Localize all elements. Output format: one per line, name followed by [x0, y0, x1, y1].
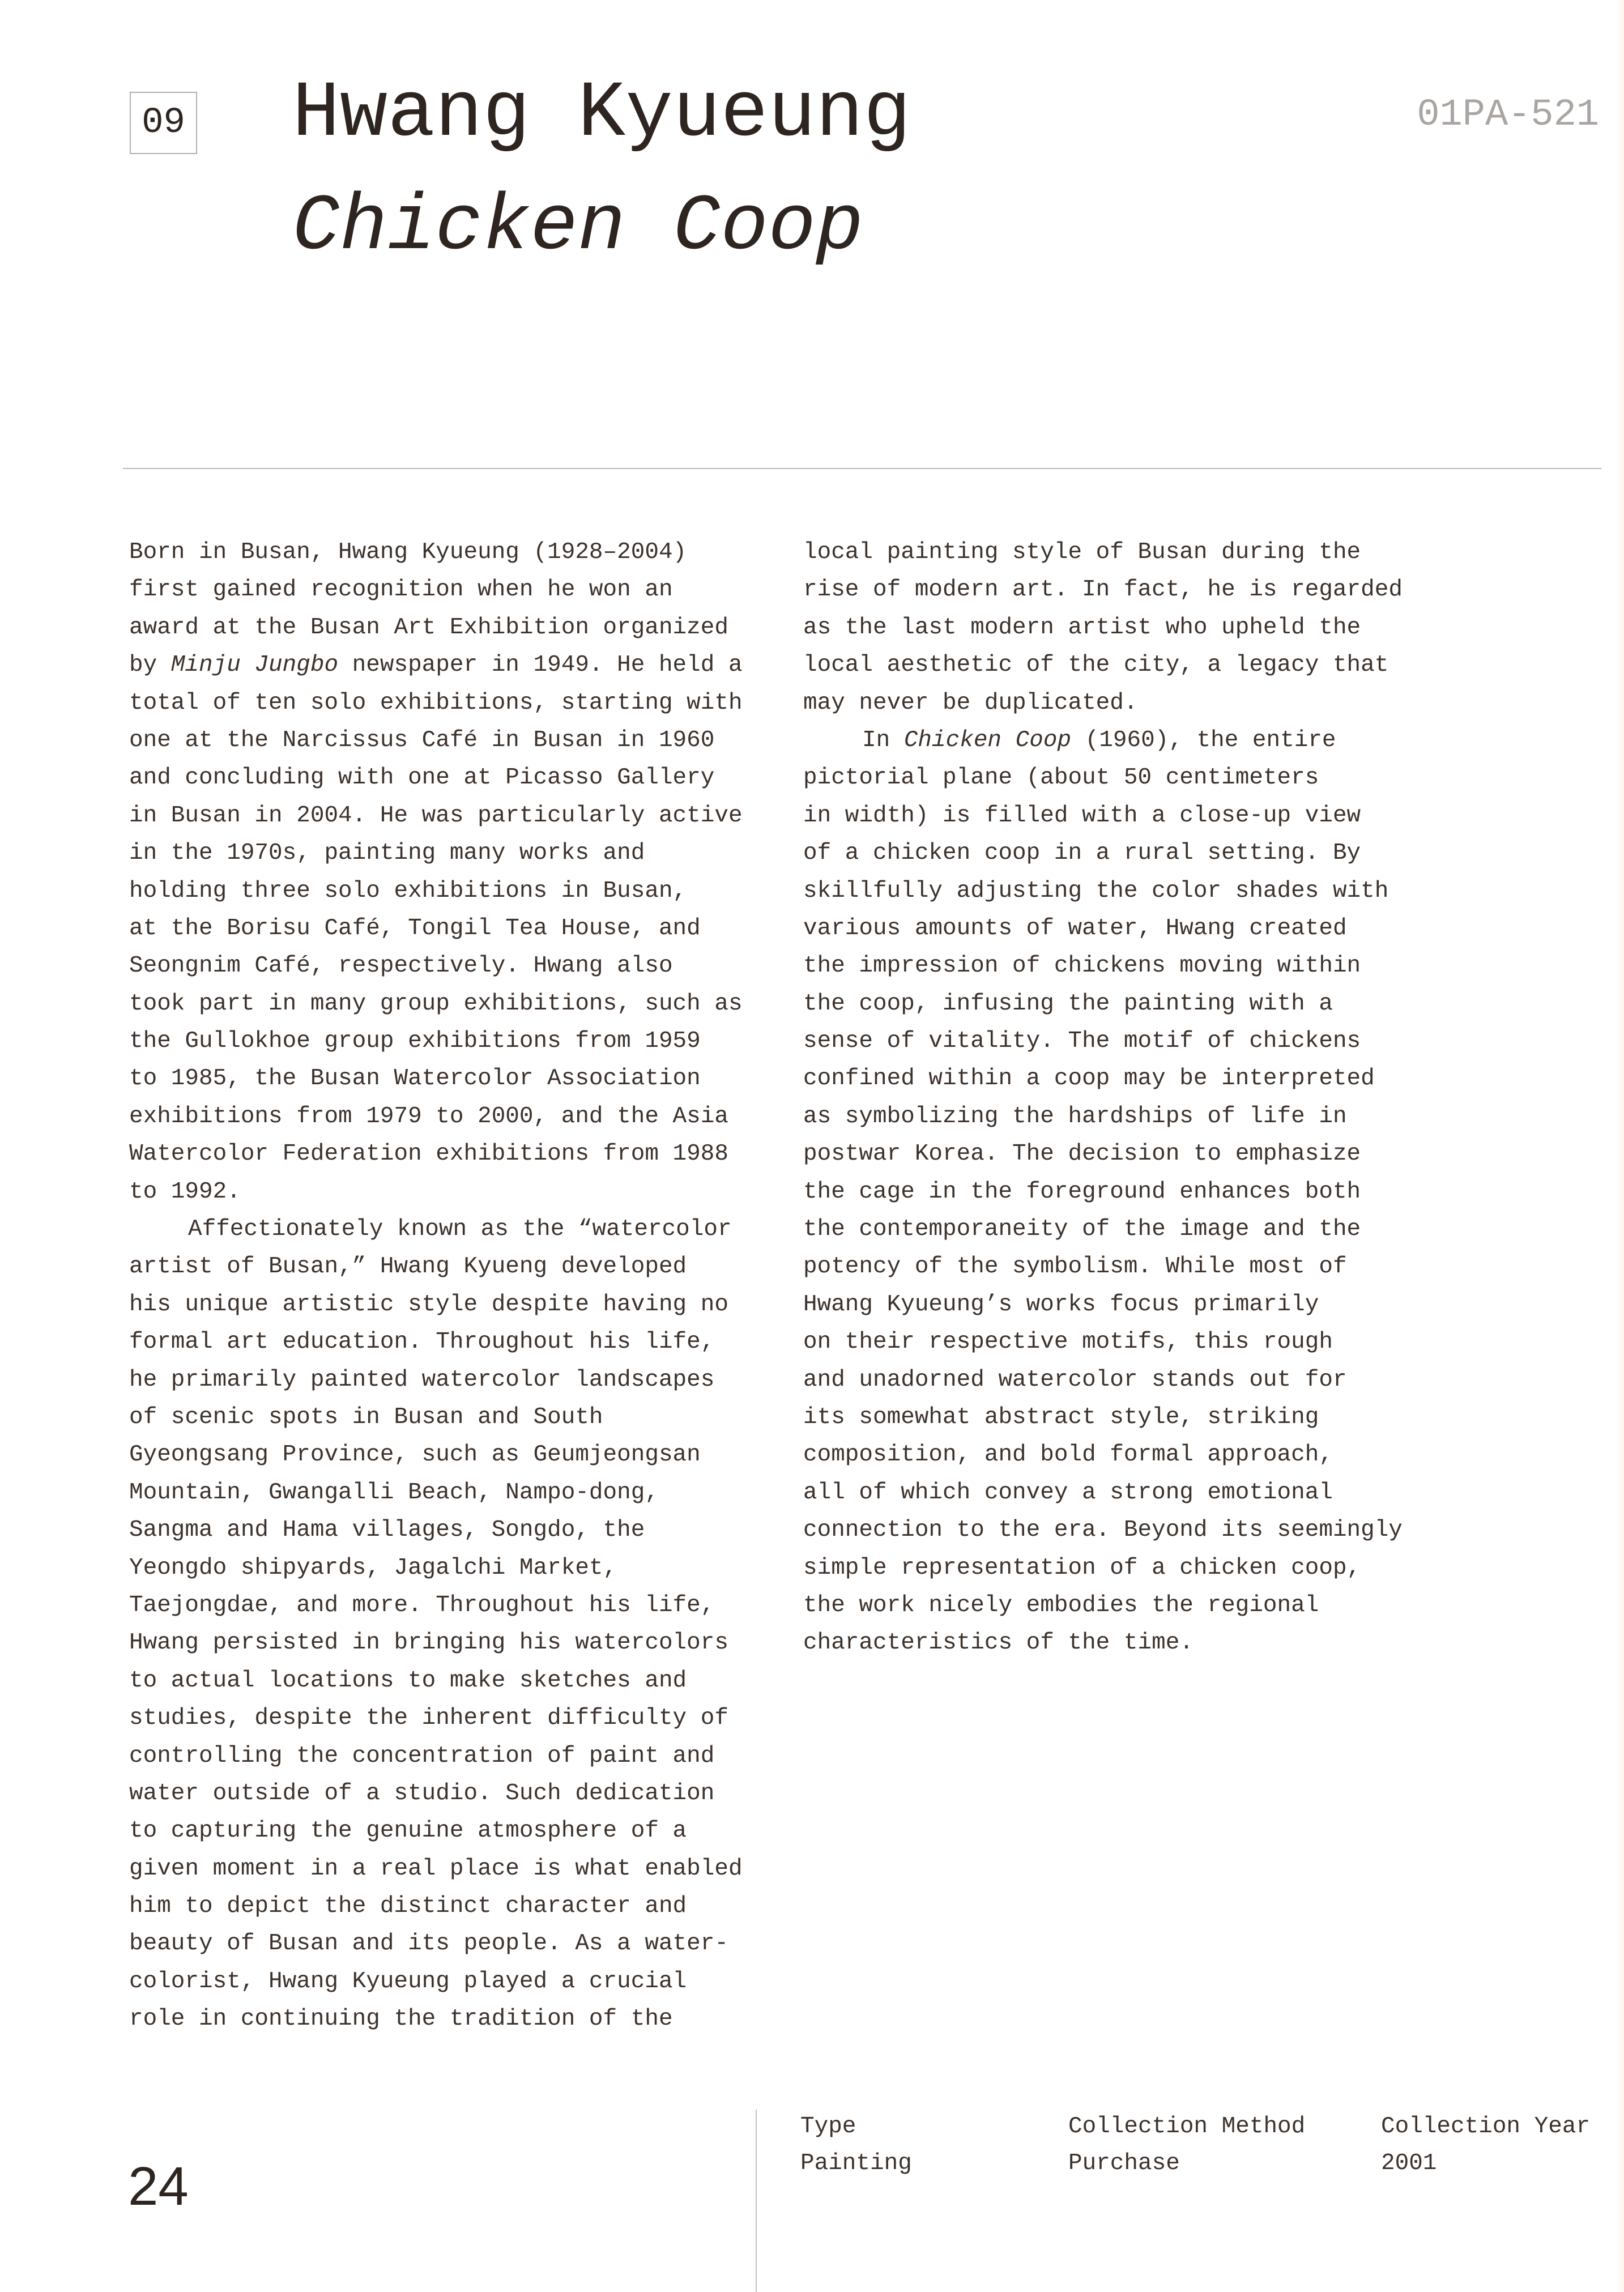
body-text-line: the impression of chickens moving within	[803, 953, 1361, 979]
body-text-line: the contemporaneity of the image and the	[803, 1216, 1361, 1243]
body-text-line: confined within a coop may be interpreted	[803, 1066, 1375, 1092]
meta-type	[800, 2108, 912, 2182]
body-text-line: In Chicken Coop (1960), the entire	[862, 727, 1336, 753]
catalog-code: 01PA-521	[1417, 93, 1599, 137]
footer-divider	[756, 2110, 757, 2292]
body-text-line: artist of Busan,” Hwang Kyueng developed	[129, 1254, 687, 1280]
body-text-line: water outside of a studio. Such dedication	[129, 1780, 715, 1807]
body-text-line: the coop, infusing the painting with a	[803, 990, 1333, 1017]
entry-number: 09	[142, 103, 185, 143]
body-text-line: of scenic spots in Busan and South	[129, 1404, 603, 1430]
body-text-line: studies, despite the inherent difficulty of	[129, 1705, 728, 1732]
body-text-line: may never be duplicated.	[803, 689, 1138, 716]
body-column-right	[803, 534, 1438, 1662]
body-text-line: rise of modern art. In fact, he is regarded	[803, 577, 1403, 603]
body-text-line: to 1985, the Busan Watercolor Association	[129, 1066, 701, 1092]
body-text-line: postwar Korea. The decision to emphasize	[803, 1141, 1361, 1168]
body-text-line: characteristics of the time.	[803, 1630, 1194, 1656]
italic-title: Chicken Coop	[903, 727, 1072, 753]
italic-title: Minju Jungbo	[171, 652, 339, 679]
page-number: 24	[128, 2156, 189, 2217]
body-text-line: colorist, Hwang Kyueung played a crucial	[129, 1968, 687, 1995]
body-text-line: formal art education. Throughout his life,	[129, 1329, 715, 1356]
body-text-line: in Busan in 2004. He was particularly active	[129, 802, 743, 829]
body-text-line: to capturing the genuine atmosphere of a	[129, 1818, 687, 1844]
body-text-line: he primarily painted watercolor landscapes	[129, 1366, 715, 1393]
body-text-line: controlling the concentration of paint and	[129, 1743, 715, 1769]
body-text-line: as the last modern artist who upheld the	[803, 614, 1361, 641]
meta-collection-year-label: Collection Year	[1381, 2114, 1591, 2140]
meta-collection-year	[1381, 2108, 1590, 2182]
body-text-line: Born in Busan, Hwang Kyueung (1928–2004)	[129, 539, 687, 565]
body-text-line: the work nicely embodies the regional	[803, 1592, 1319, 1618]
body-text-line: Watercolor Federation exhibitions from 1988	[129, 1141, 728, 1168]
body-text-line: Sangma and Hama villages, Songdo, the	[129, 1517, 645, 1544]
body-text-line: in width) is filled with a close-up view	[803, 802, 1361, 829]
body-text-line: Affectionately known as the “watercolor	[188, 1216, 732, 1243]
body-text-line: skillfully adjusting the color shades with	[803, 877, 1389, 904]
body-text-line: connection to the era. Beyond its seemingly	[803, 1517, 1403, 1544]
body-text-line: given moment in a real place is what enabled	[129, 1855, 743, 1882]
body-text-line: potency of the symbolism. While most of	[803, 1254, 1347, 1280]
body-text-line: all of which convey a strong emotional	[803, 1479, 1333, 1506]
body-text-line: and unadorned watercolor stands out for	[803, 1366, 1347, 1393]
body-text-line: him to depict the distinct character and	[129, 1893, 687, 1920]
body-text-line: the Gullokhoe group exhibitions from 1959	[129, 1028, 701, 1055]
body-text-line: holding three solo exhibitions in Busan,	[129, 877, 687, 904]
body-text-line: beauty of Busan and its people. As a water-	[129, 1931, 728, 1957]
meta-collection-method-label: Collection Method	[1068, 2114, 1306, 2140]
meta-collection-method-value: Purchase	[1068, 2150, 1180, 2176]
body-text-line: took part in many group exhibitions, such as	[129, 990, 743, 1017]
body-text-line: award at the Busan Art Exhibition organized	[129, 614, 728, 641]
body-text-line: Gyeongsang Province, such as Geumjeongsan	[129, 1442, 701, 1468]
body-column-left	[129, 534, 764, 2038]
body-text-line: total of ten solo exhibitions, starting with	[129, 689, 743, 716]
body-text-line: the cage in the foreground enhances both	[803, 1178, 1361, 1205]
body-text-line: local aesthetic of the city, a legacy that	[803, 652, 1389, 679]
body-text-line: by Minju Jungbo newspaper in 1949. He held a	[129, 652, 743, 679]
artwork-title-heading: Chicken Coop	[292, 182, 864, 272]
artist-name-heading: Hwang Kyueung	[292, 69, 911, 159]
body-text-line: as symbolizing the hardships of life in	[803, 1103, 1347, 1130]
body-text-line: simple representation of a chicken coop,	[803, 1554, 1361, 1581]
meta-type-label: Type	[800, 2114, 856, 2140]
body-text-line: of a chicken coop in a rural setting. By	[803, 840, 1361, 867]
entry-number-badge	[130, 92, 197, 154]
body-text-line: local painting style of Busan during the	[803, 539, 1361, 565]
body-text-line: its somewhat abstract style, striking	[803, 1404, 1319, 1430]
body-text-line: to 1992.	[129, 1178, 241, 1205]
body-text-line: Seongnim Café, respectively. Hwang also	[129, 953, 673, 979]
body-text-line: Mountain, Gwangalli Beach, Nampo-dong,	[129, 1479, 659, 1506]
body-text-line: one at the Narcissus Café in Busan in 1960	[129, 727, 715, 753]
body-text-line: pictorial plane (about 50 centimeters	[803, 765, 1319, 791]
meta-type-value: Painting	[800, 2150, 912, 2176]
page-edge-shadow	[1616, 0, 1624, 2292]
body-text-line: sense of vitality. The motif of chickens	[803, 1028, 1361, 1055]
body-text-line: his unique artistic style despite having no	[129, 1291, 728, 1318]
body-text-line: in the 1970s, painting many works and	[129, 840, 645, 867]
body-text-line: role in continuing the tradition of the	[129, 2006, 673, 2033]
body-text-line: Yeongdo shipyards, Jagalchi Market,	[129, 1554, 617, 1581]
body-text-line: Taejongdae, and more. Throughout his life,	[129, 1592, 715, 1618]
meta-collection-year-value: 2001	[1381, 2150, 1437, 2176]
body-text-line: exhibitions from 1979 to 2000, and the Asia	[129, 1103, 728, 1130]
body-text-line: Hwang Kyueung’s works focus primarily	[803, 1291, 1319, 1318]
body-text-line: Hwang persisted in bringing his watercolors	[129, 1630, 728, 1656]
header-divider	[123, 468, 1601, 469]
body-text-line: at the Borisu Café, Tongil Tea House, and	[129, 915, 701, 941]
body-text-line: first gained recognition when he won an	[129, 577, 673, 603]
body-text-line: various amounts of water, Hwang created	[803, 915, 1347, 941]
meta-collection-method	[1068, 2108, 1305, 2182]
body-text-line: and concluding with one at Picasso Gallery	[129, 765, 715, 791]
body-text-line: on their respective motifs, this rough	[803, 1329, 1333, 1356]
body-text-line: composition, and bold formal approach,	[803, 1442, 1333, 1468]
body-text-line: to actual locations to make sketches and	[129, 1667, 687, 1694]
